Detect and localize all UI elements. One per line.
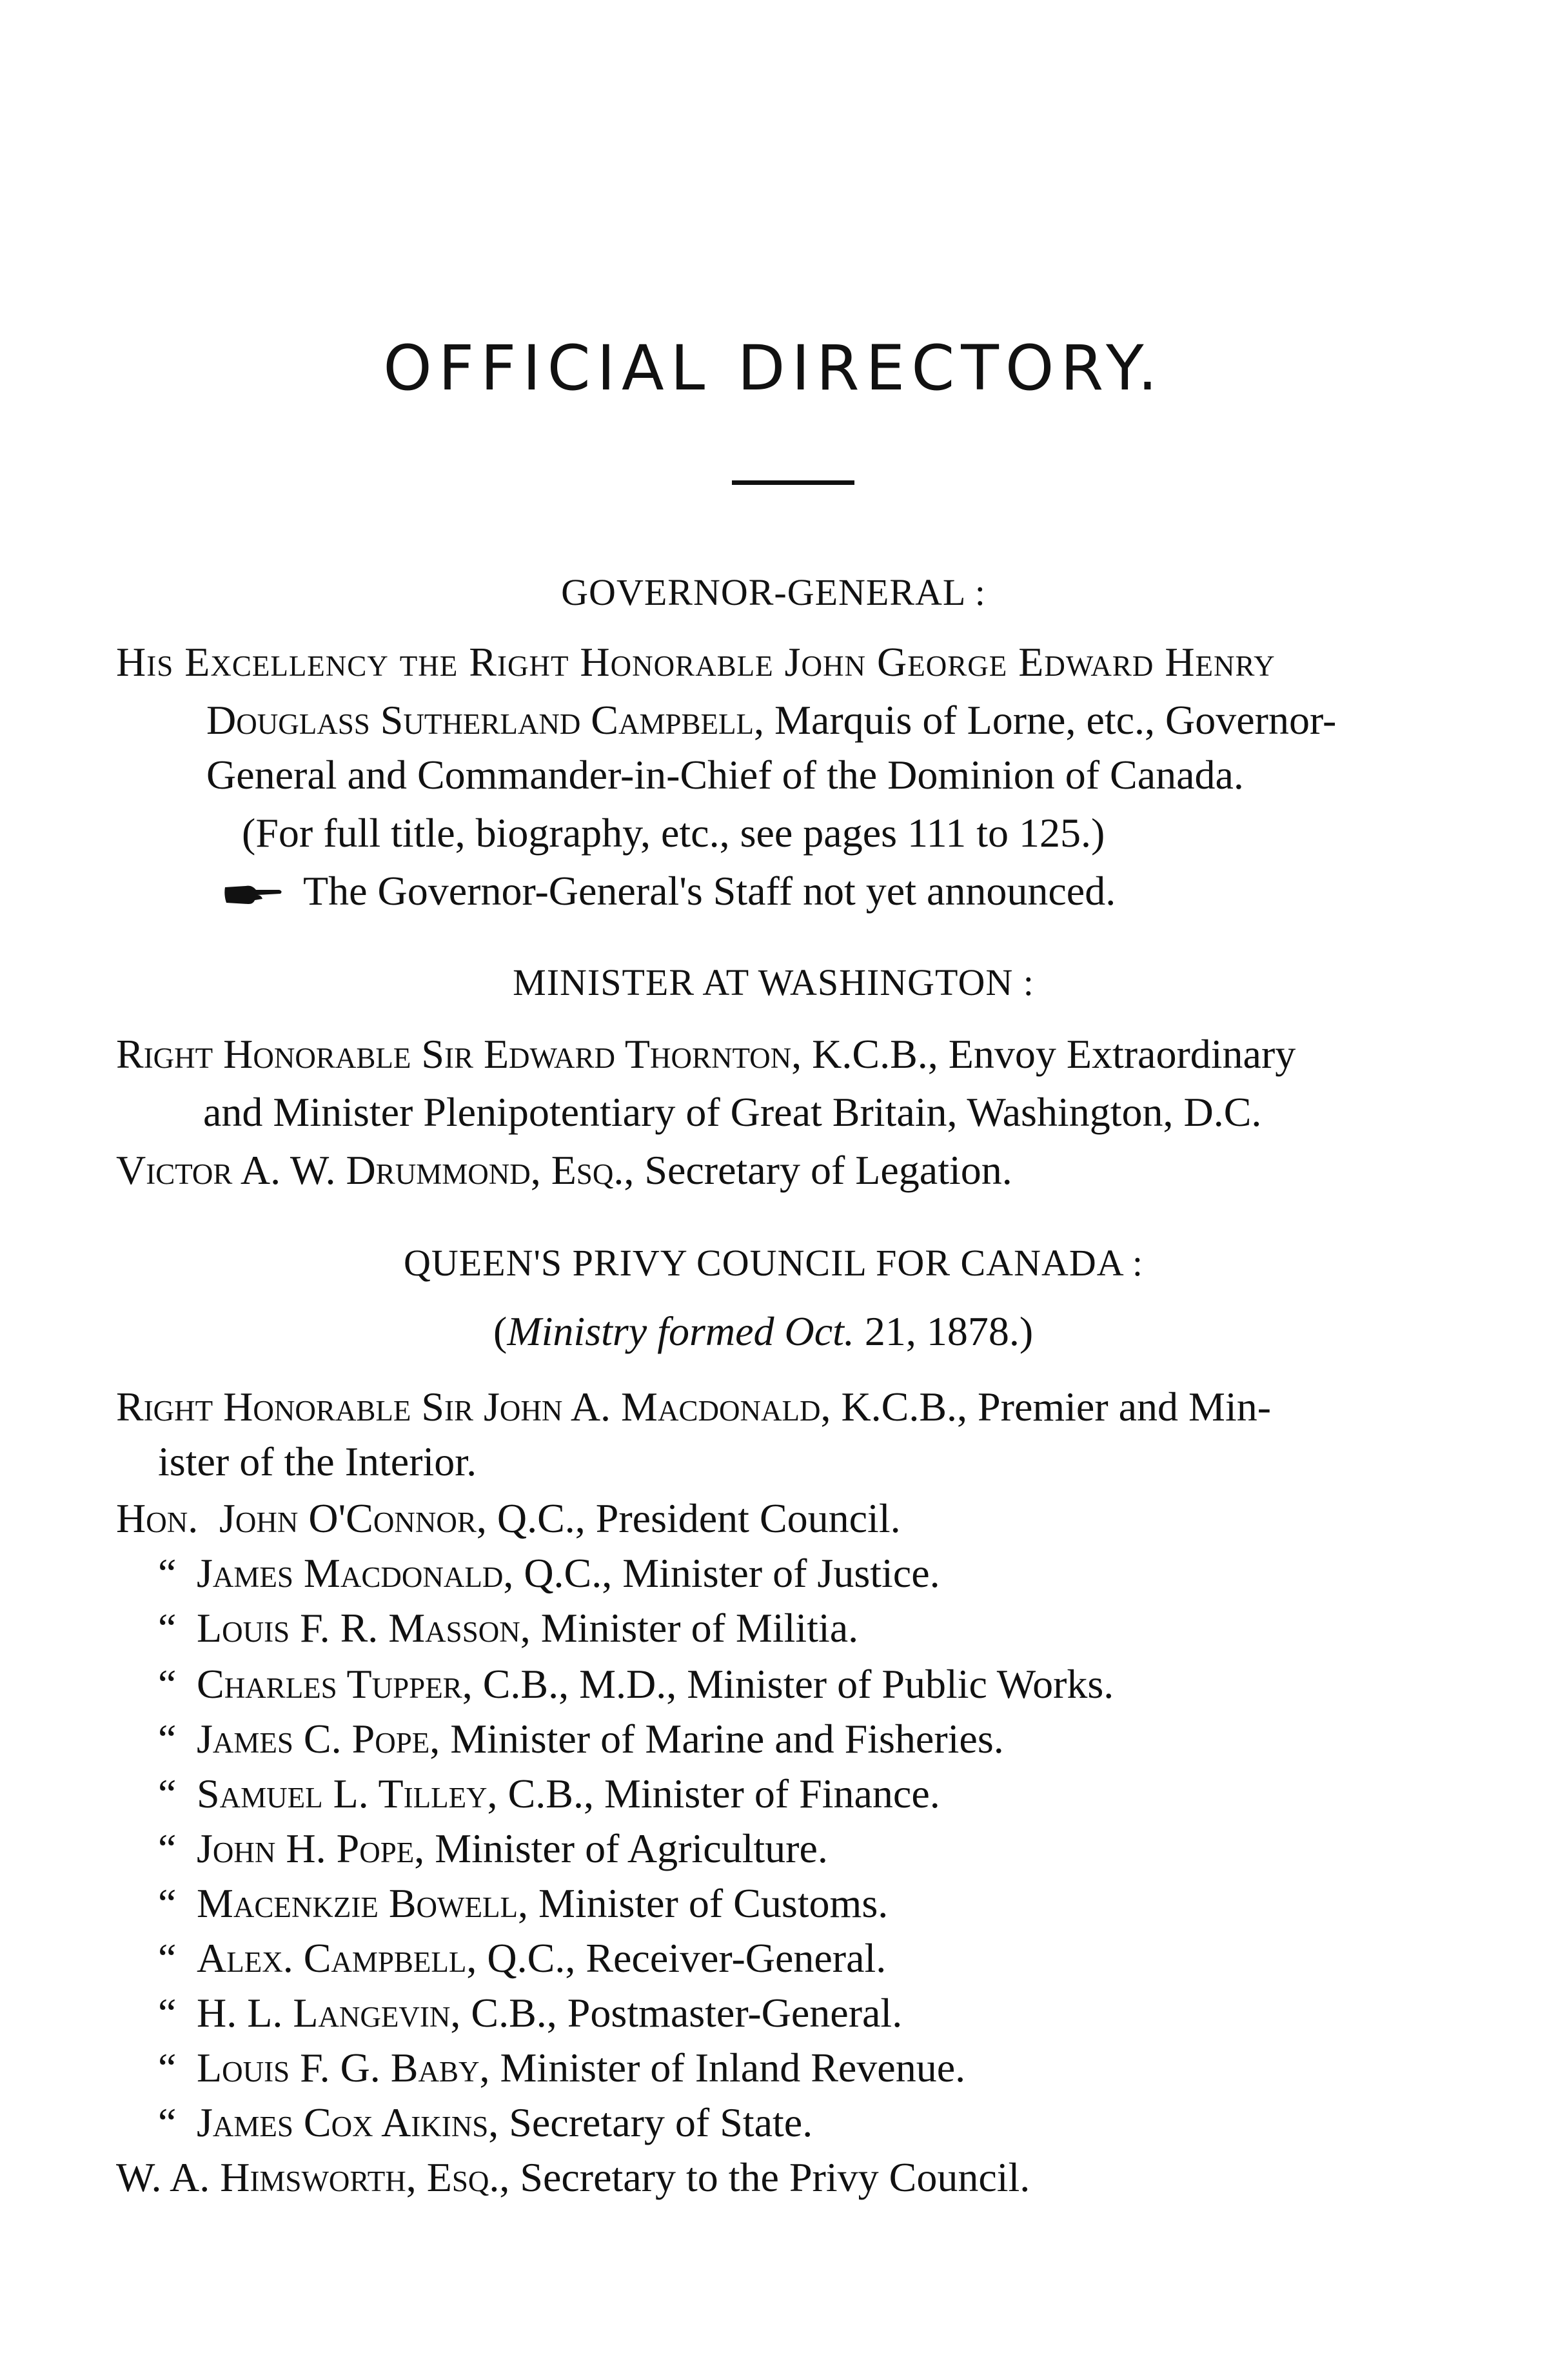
pointing-hand-icon [222, 882, 284, 908]
premier-title: K.C.B., Premier and Min- [831, 1384, 1272, 1430]
ditto-mark: “ [158, 1825, 177, 1871]
council-member-row [158, 1770, 940, 1818]
member-office: Minister of Militia. [530, 1605, 859, 1651]
drummond-name: Victor A. W. Drummond, Esq., [116, 1147, 635, 1193]
council-member-row [158, 1604, 858, 1652]
member-name: Alex. Campbell, [197, 1935, 477, 1981]
ditto-mark: “ [158, 1771, 177, 1816]
governor-line-5 [222, 867, 1116, 915]
himsworth-title: Secretary to the Privy Council. [509, 2154, 1030, 2200]
washington-line-3 [116, 1146, 1012, 1194]
council-subheading: (Ministry formed Oct. 21, 1878.) [493, 1308, 1034, 1354]
member-office: Minister of Customs. [527, 1880, 889, 1926]
governor-title-text: Marquis of Lorne, etc., Governor- [764, 697, 1337, 743]
premier-name: Right Honorable Sir John A. Macdonald, [116, 1384, 831, 1430]
member-name: James Cox Aikins, [197, 2100, 499, 2145]
governor-line-4: (For full title, biography, etc., see pages 111 to 125.) [242, 810, 1105, 856]
member-name: James Macdonald, [197, 1550, 514, 1596]
member-name: Louis F. R. Masson, [197, 1605, 531, 1651]
council-member-row [158, 1880, 888, 1927]
ministry-date: 21, 1878. [854, 1308, 1020, 1354]
member-office: Minister of Inland Revenue. [489, 2045, 966, 2090]
ditto-mark: “ [158, 2045, 177, 2090]
council-member-row [158, 1715, 1004, 1763]
member-office: C.B., Minister of Finance. [497, 1771, 940, 1816]
council-member-row [158, 1549, 940, 1597]
governor-line-2 [206, 696, 1336, 744]
drummond-title: Secretary of Legation. [634, 1147, 1012, 1193]
member-name: Macenkzie Bowell, [197, 1880, 528, 1926]
member-office: Minister of Agriculture. [424, 1825, 828, 1871]
governor-heading: GOVERNOR-GENERAL : [561, 571, 986, 613]
ditto-mark: “ [158, 1716, 177, 1762]
member-name: Samuel L. Tilley, [197, 1771, 498, 1816]
washington-line-2: and Minister Plenipotentiary of Great Britain, Washington, D.C. [203, 1089, 1262, 1135]
privy-council-secretary [116, 2154, 1030, 2201]
council-member-row [158, 1934, 886, 1982]
member-name: John H. Pope, [197, 1825, 425, 1871]
member-name: Charles Tupper, [197, 1661, 473, 1707]
governor-line-3: General and Commander-in-Chief of the Dominion of Canada. [206, 752, 1244, 798]
member-name: Louis F. G. Baby, [197, 2045, 490, 2090]
hon-label: Hon. [116, 1495, 199, 1541]
premier-line-2: ister of the Interior. [158, 1439, 477, 1484]
council-member-row [158, 1989, 902, 2037]
council-member-row [158, 2044, 965, 2092]
ditto-mark: “ [158, 1880, 177, 1926]
ditto-mark: “ [158, 1661, 177, 1707]
thornton-title: K.C.B., Envoy Extraordinary [802, 1031, 1296, 1077]
member-office: Secretary of State. [498, 2100, 813, 2145]
ditto-mark: “ [158, 1990, 177, 2036]
governor-name-cont: Douglass Sutherland Campbell, [206, 697, 765, 743]
member-name: John O'Connor, [219, 1495, 487, 1541]
council-heading: QUEEN'S PRIVY COUNCIL FOR CANADA : [403, 1242, 1144, 1284]
member-name: James C. Pope, [197, 1716, 440, 1762]
washington-line-1 [116, 1030, 1296, 1078]
himsworth-name: W. A. Himsworth, Esq., [116, 2154, 510, 2200]
ditto-mark: “ [158, 1550, 177, 1596]
member-office: Q.C., Receiver-General. [477, 1935, 887, 1981]
washington-heading: MINISTER AT WASHINGTON : [513, 961, 1034, 1003]
council-member-row [158, 1825, 828, 1873]
ditto-mark: “ [158, 2100, 177, 2145]
member-office: C.B., M.D., Minister of Public Works. [472, 1661, 1114, 1707]
premier-line-1 [116, 1383, 1271, 1431]
page-title: OFFICIAL DIRECTORY. [383, 332, 1164, 404]
member-office: C.B., Postmaster-General. [460, 1990, 903, 2036]
ditto-mark: “ [158, 1605, 177, 1651]
member-name: H. L. Langevin, [197, 1990, 461, 2036]
governor-staff-note: The Governor-General's Staff not yet announced. [303, 868, 1116, 914]
council-member-row [158, 1660, 1114, 1708]
member-office: Minister of Marine and Fisheries. [440, 1716, 1004, 1762]
title-rule [732, 480, 854, 485]
member-office: Q.C., Minister of Justice. [513, 1550, 940, 1596]
ministry-formed-text: Ministry formed Oct. [507, 1308, 854, 1354]
council-member-row [158, 2099, 813, 2147]
member-office: Q.C., President Council. [486, 1495, 901, 1541]
ditto-mark: “ [158, 1935, 177, 1981]
thornton-name: Right Honorable Sir Edward Thornton, [116, 1031, 802, 1077]
governor-line-1: His Excellency the Right Honorable John George Edward Henry [116, 639, 1276, 685]
council-member-row [116, 1495, 901, 1542]
